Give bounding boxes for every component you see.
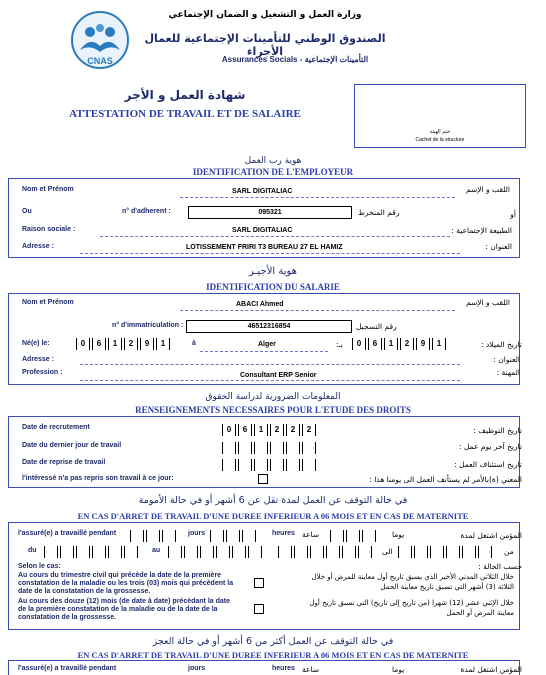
birth-date-cells[interactable] — [76, 338, 176, 350]
du-digit-cell — [92, 546, 106, 558]
a-label-ar: بـ: — [336, 340, 343, 349]
ila-digit-cell — [294, 546, 308, 558]
min-cells[interactable] — [398, 546, 498, 558]
employer-name-label-ar: اللقب و الإسم — [465, 185, 510, 194]
resume-digit-cell — [286, 459, 300, 471]
au-digit-cell — [184, 546, 198, 558]
birth-digit-cell: 1 — [108, 338, 122, 350]
last-day-digit-cell — [270, 442, 284, 454]
employer-address-label-ar: العنوان : — [485, 242, 512, 251]
last-day-cells[interactable] — [222, 442, 322, 454]
employer-address-value: LOTISSEMENT FRIRI T3 BUREAU 27 EL HAMIZ — [186, 244, 343, 251]
employer-ou-label-ar: أو — [510, 210, 516, 219]
worked-hour-cell — [210, 530, 224, 542]
recruit-label: Date de recrutement — [22, 424, 90, 431]
employer-ou-label: Ou — [22, 208, 32, 215]
immat-label-ar: رقم التسجيل — [356, 322, 397, 331]
du-digit-cell — [44, 546, 58, 558]
employee-name-value: ABACI Ahmed — [236, 301, 284, 308]
profession-label-ar: المهنة : — [496, 368, 520, 377]
saa-label: ساعة — [302, 530, 320, 539]
stamp-box — [354, 84, 526, 148]
birth-digit-ar-cell: 1 — [432, 338, 446, 350]
min-digit-cell — [430, 546, 444, 558]
birth-digit-ar-cell: 1 — [384, 338, 398, 350]
doc-title-ar: شهادة العمل و الأجر — [124, 88, 246, 102]
birth-label-ar: تاريخ الميلاد : — [480, 340, 522, 349]
recruit-digit-cell: 2 — [286, 424, 300, 436]
min-digit-cell — [462, 546, 476, 558]
resume-digit-cell — [270, 459, 284, 471]
rights-section-fr: RENSEIGNEMENTS NECESSAIRES POUR L'ETUDE DES DROITS — [135, 405, 411, 415]
du-label: du — [28, 547, 37, 554]
worked-day-ar-cell — [362, 530, 376, 542]
profession-value: Consultant ERP Senior — [240, 372, 317, 379]
case1-checkbox[interactable] — [254, 578, 264, 588]
resume-digit-cell — [238, 459, 252, 471]
min-digit-cell — [478, 546, 492, 558]
worked-day-cell — [146, 530, 160, 542]
adherent-label: n° d'adherent : — [122, 208, 171, 215]
birth-digit-cell: 1 — [156, 338, 170, 350]
long-worked-label: l'assuré(e) a travaillé pendant — [18, 665, 117, 672]
immat-label: n° d'immatriculation : — [112, 322, 184, 329]
worked-hour-cell — [242, 530, 256, 542]
ila-digit-cell — [358, 546, 372, 558]
stamp-label-ar: ختم الهيئة — [429, 129, 451, 135]
case2-ar: خلال الإثني عشر (12) شهرا (من تاريخ إلى تاريخ) التي تسبق تاريخ أول معاينة المرض أو الحمل — [309, 599, 514, 617]
doc-title-fr: ATTESTATION DE TRAVAIL ET DE SALAIRE — [69, 108, 301, 120]
fund-title: الصندوق الوطني للتأمينات الإجتماعية للعمال الأجراء — [144, 32, 386, 58]
employee-name-label-ar: اللقب و الإسم — [465, 298, 510, 307]
rights-section-ar: المعلومات الضرورية لدراسة الحقوق — [205, 392, 341, 402]
min-digit-cell — [398, 546, 412, 558]
au-digit-cell — [168, 546, 182, 558]
stamp-label-fr: Cachet de la structure — [415, 137, 465, 143]
worked-days-cells[interactable] — [130, 530, 186, 542]
employee-section-ar: هوية الأجيـر — [249, 266, 297, 277]
not-resumed-label-ar: المعني (ة)بالأمر لم يستأنف العمل الى يومنا هذا : — [369, 475, 522, 484]
long-stop-section-ar: في حالة التوقف عن العمل أكثر من 6 أشهر أو في حالة العجز — [152, 636, 394, 647]
worked-label-ar: المؤمن اشتغل لمدة — [460, 531, 522, 540]
ministry-title: وزارة العمل و التشغيل و الضمان الإجتماعي — [168, 10, 362, 20]
long-stop-section-fr: EN CAS D'ARRET DE TRAVAIL D'UNE DUREE INFERIEUR A 06 MOIS ET EN CAS DE MATERNITE — [77, 650, 469, 660]
last-day-digit-cell — [302, 442, 316, 454]
birth-digit-cell: 2 — [124, 338, 138, 350]
au-digit-cell — [232, 546, 246, 558]
worked-days-ar-cells[interactable] — [330, 530, 386, 542]
au-cells[interactable] — [168, 546, 268, 558]
recruit-digit-cell: 2 — [302, 424, 316, 436]
short-stop-section-ar: في حالة التوقف عن العمل لمدة تقل عن 6 أشهر أو في حالة الأمومة — [138, 495, 408, 506]
resume-cells[interactable] — [222, 459, 322, 471]
employee-name-label: Nom et Prénom — [22, 299, 74, 306]
long-jours-label: jours — [188, 665, 206, 672]
worked-day-ar-cell — [330, 530, 344, 542]
birth-digit-ar-cell: 0 — [352, 338, 366, 350]
employer-address-label: Adresse : — [22, 243, 54, 250]
adherent-field[interactable]: 095321 — [188, 206, 352, 219]
immat-field[interactable]: 46512316854 — [186, 320, 352, 333]
au-digit-cell — [216, 546, 230, 558]
not-resumed-checkbox[interactable] — [258, 474, 268, 484]
cnas-logo — [68, 10, 132, 72]
not-resumed-label: l'intéressé n'a pas repris son travail à ce jour: — [22, 475, 174, 482]
recruit-digit-cell: 6 — [238, 424, 252, 436]
worked-day-cell — [130, 530, 144, 542]
resume-digit-cell — [222, 459, 236, 471]
insurance-subtitle: Assurances Socials - التأمينات الإجتماعية — [221, 55, 369, 64]
employee-section-fr: IDENTIFICATION DU SALARIE — [206, 282, 340, 292]
birth-digit-cell: 0 — [76, 338, 90, 350]
long-worked-label-ar: المؤمن اشتغل لمدة — [460, 665, 522, 674]
case2-fr: Au cours des douze (12) mois (de date à date) précèdant la date de la première constatation de la maladie ou de la date de la constatation de la grossesse. — [18, 598, 230, 621]
au-digit-cell — [248, 546, 262, 558]
au-label: au — [152, 547, 161, 554]
resume-label: Date de reprise de travail — [22, 459, 106, 466]
long-saa-label: ساعة — [302, 665, 320, 674]
a-label: à — [192, 340, 196, 347]
last-day-digit-cell — [286, 442, 300, 454]
jours-label: jours — [188, 530, 206, 537]
birth-place-value: Alger — [258, 341, 276, 348]
ila-digit-cell — [342, 546, 356, 558]
ila-label: الى — [382, 547, 393, 556]
case1-ar: خلال الثلاثي المدني الأخير الذي يسبق تاريخ أول معاينة للمرض أو خلال الثلاثة (3) أشهر التي تسبق تاريخ معاينة الحمل — [311, 573, 514, 591]
long-yawm-label: يوما — [392, 665, 405, 674]
raison-label-ar: الطبيعة الإجتماعية : — [451, 226, 512, 235]
ila-cells[interactable] — [278, 546, 378, 558]
recruit-date-cells[interactable] — [222, 424, 322, 436]
last-day-label-ar: تاريخ آخر يوم عمل : — [459, 442, 522, 451]
recruit-digit-cell: 1 — [254, 424, 268, 436]
short-stop-section-fr: EN CAS D'ARRET DE TRAVAIL D'UNE DUREE INFERIEUR A 06 MOIS ET EN CAS DE MATERNITE — [77, 511, 469, 521]
employer-name-label: Nom et Prénom — [22, 186, 74, 193]
birth-digit-cell: 9 — [140, 338, 154, 350]
heures-label: heures — [272, 530, 295, 537]
worked-day-ar-cell — [346, 530, 360, 542]
du-digit-cell — [108, 546, 122, 558]
recruit-digit-cell: 0 — [222, 424, 236, 436]
logo-text: CNAS — [87, 56, 113, 66]
worked-label: l'assuré(e) a travaillé pendant — [18, 530, 117, 537]
resume-digit-cell — [302, 459, 316, 471]
min-label: من — [504, 547, 514, 556]
employer-section-ar: هوية رب العمل — [244, 156, 302, 166]
worked-hour-cell — [226, 530, 240, 542]
birth-date-cells-ar[interactable] — [352, 338, 452, 350]
profession-label: Profession : — [22, 369, 63, 376]
raison-value: SARL DIGITALIAC — [232, 227, 293, 234]
last-day-digit-cell — [222, 442, 236, 454]
last-day-digit-cell — [238, 442, 252, 454]
birth-digit-cell: 6 — [92, 338, 106, 350]
du-digit-cell — [124, 546, 138, 558]
recruit-digit-cell: 2 — [270, 424, 284, 436]
du-digit-cell — [60, 546, 74, 558]
selon-label-ar: حسب الحالة : — [478, 562, 522, 571]
birth-digit-ar-cell: 2 — [400, 338, 414, 350]
ila-digit-cell — [326, 546, 340, 558]
min-digit-cell — [446, 546, 460, 558]
long-heures-label: heures — [272, 665, 295, 672]
du-cells[interactable] — [44, 546, 144, 558]
case2-checkbox[interactable] — [254, 604, 264, 614]
ila-digit-cell — [278, 546, 292, 558]
resume-label-ar: تاريخ استئناف العمل : — [454, 460, 522, 469]
birth-label: Né(e) le: — [22, 340, 50, 347]
worked-hours-cells[interactable] — [210, 530, 266, 542]
birth-digit-ar-cell: 9 — [416, 338, 430, 350]
last-day-label: Date du dernier jour de travail — [22, 442, 122, 449]
ila-digit-cell — [310, 546, 324, 558]
du-digit-cell — [76, 546, 90, 558]
last-day-digit-cell — [254, 442, 268, 454]
yawm-label: يوما — [392, 530, 405, 539]
employee-address-label-ar: العنوان : — [493, 355, 520, 364]
raison-label: Raison sociale : — [22, 226, 76, 233]
employee-address-label: Adresse : — [22, 356, 54, 363]
resume-digit-cell — [254, 459, 268, 471]
case1-fr: Au cours du trimestre civil qui précède la date de la première constatation de la maladie ou les trois (03) mois qui précèdent la date de la constatation de la grossesse. — [18, 572, 234, 595]
employer-section-fr: IDENTIFICATION DE L'EMPLOYEUR — [192, 167, 354, 177]
selon-label: Selon le cas: — [18, 563, 61, 570]
adherent-label-ar: رقم المنخرط — [358, 208, 400, 217]
au-digit-cell — [200, 546, 214, 558]
employer-name-value: SARL DIGITALIAC — [232, 188, 293, 195]
birth-digit-ar-cell: 6 — [368, 338, 382, 350]
min-digit-cell — [414, 546, 428, 558]
worked-day-cell — [162, 530, 176, 542]
recruit-label-ar: تاريخ التوظيف : — [473, 426, 522, 435]
